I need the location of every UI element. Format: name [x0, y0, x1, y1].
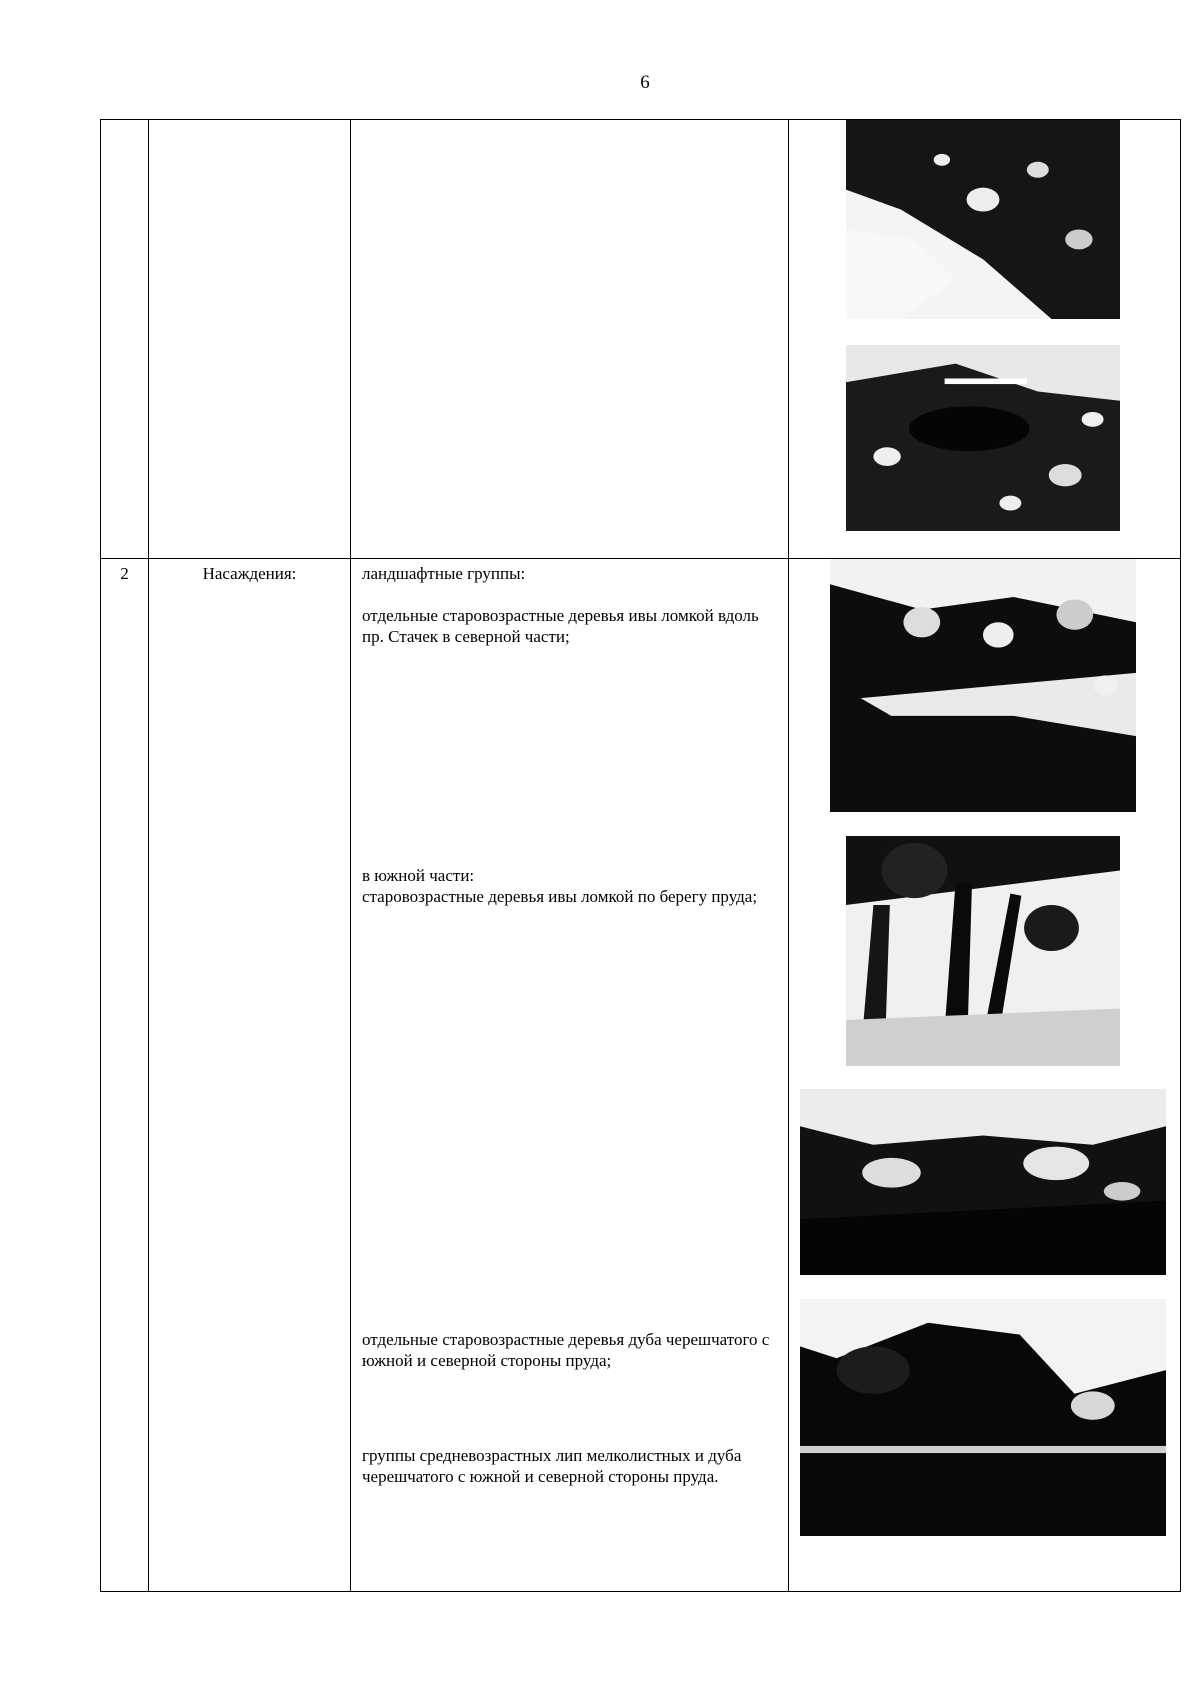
row-description — [351, 120, 789, 559]
row-number — [101, 120, 149, 559]
photo-5 — [800, 1089, 1166, 1275]
description-text: старовозрастные деревья ивы ломкой по берегу пруда; — [362, 887, 758, 906]
description-text: отдельные старовозрастные деревья ивы ломкой вдоль пр. Стачек в северной части; — [362, 606, 759, 646]
row-label: Насаждения: — [149, 559, 351, 1592]
description-text: группы средневозрастных лип мелколистных и дуба черешчатого с южной и северной стороны пруда. — [362, 1446, 742, 1486]
description-text: ландшафтные группы: — [362, 564, 526, 583]
photo-6 — [800, 1299, 1166, 1536]
photo-cell — [789, 120, 1181, 559]
row-description — [351, 559, 789, 1592]
row-label — [149, 120, 351, 559]
description-text: отдельные старовозрастные деревья дуба черешчатого с южной и северной стороны пруда; — [362, 1330, 770, 1370]
photo-2 — [846, 345, 1120, 531]
table-row — [101, 120, 1181, 559]
description-text: в южной части: — [362, 866, 475, 885]
photo-3 — [830, 559, 1136, 812]
photo-cell — [789, 559, 1181, 1592]
table-row — [101, 559, 1181, 1592]
page-number: 6 — [640, 72, 650, 93]
photo-1 — [846, 120, 1120, 319]
row-number: 2 — [101, 559, 149, 1592]
data-table — [100, 119, 1181, 1592]
photo-4 — [846, 836, 1120, 1066]
